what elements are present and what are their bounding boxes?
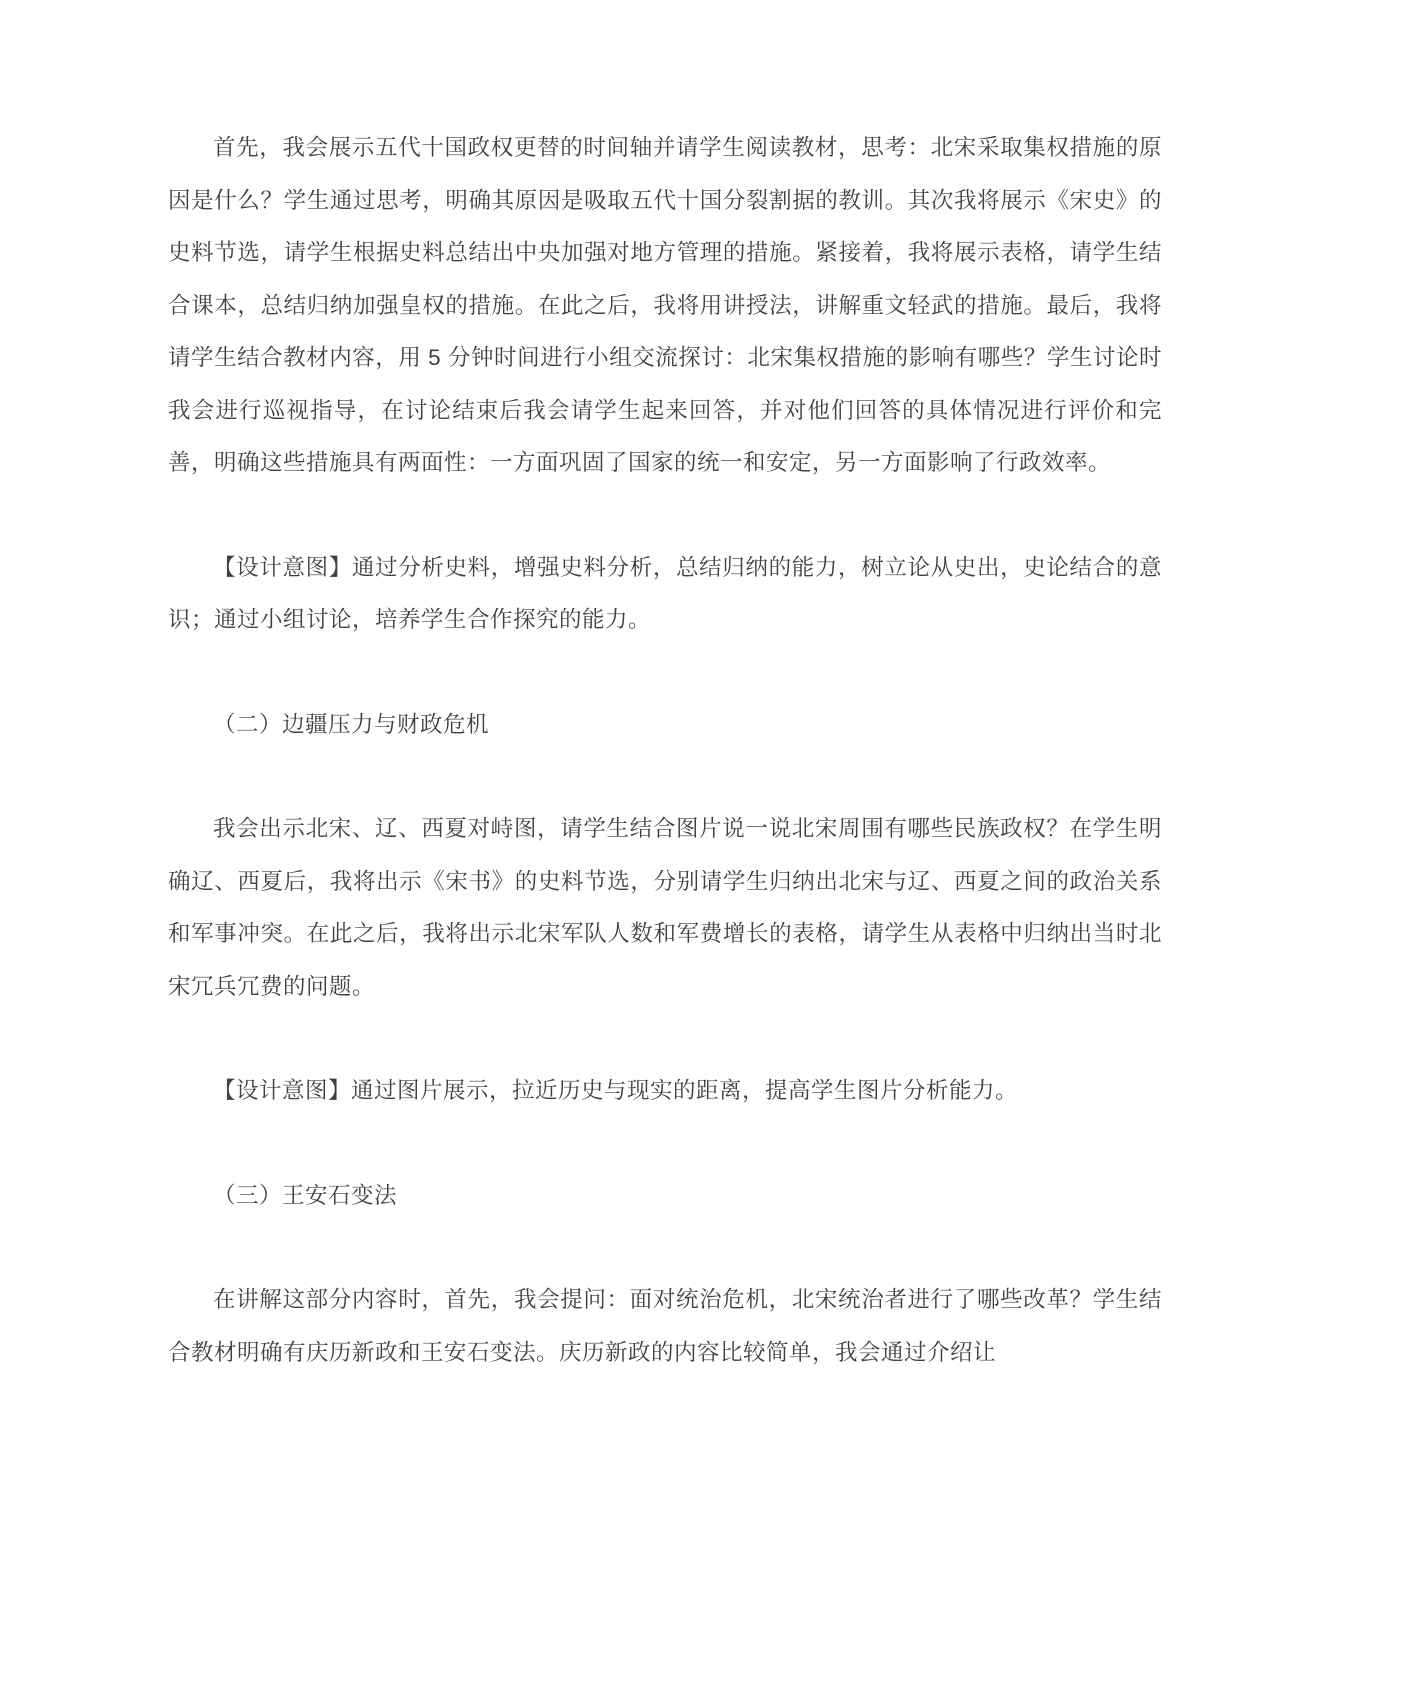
section-heading-2: （二）边疆压力与财政危机 <box>213 711 490 737</box>
paragraph-design-intent-2: 【设计意图】通过图片展示，拉近历史与现实的距离，提高学生图片分析能力。 <box>213 1078 1019 1103</box>
paragraph-design-intent-1: 【设计意图】通过分析史料，增强史料分析，总结归纳的能力，树立论从史出，史论结合的意识；通过小组讨论，培养学生合作探究的能力。 <box>168 554 1162 632</box>
paragraph-teaching-process-1: 首先，我会展示五代十国政权更替的时间轴并请学生阅读教材，思考：北宋采取集权措施的原因是什么？学生通过思考，明确其原因是吸取五代十国分裂割据的教训。其次我将展示《宋史》的史料节选，请学生根据史料总结出中央加强对地方管理的措施。紧接着，我将展示表格，请学生结合课本，总结归纳加强皇权的措施。在此之后，我将用讲授法，讲解重文轻武的措施。最后，我将请学生结合教材内容，用 5 分钟时间进行小组交流探讨：北宋集权措施的影响有哪些？学生讨论时我会进行巡视指导，在讨论结束后我会请学生起来回答，并对他们回答的具体情况进行评价和完善，明确这些措施具有两面性：一方面巩固了国家的统一和安定，另一方面影响了行政效率。 <box>168 135 1162 475</box>
document-body <box>168 122 1162 1379</box>
paragraph-teaching-process-2: 我会出示北宋、辽、西夏对峙图，请学生结合图片说一说北宋周围有哪些民族政权？在学生明确辽、西夏后，我将出示《宋书》的史料节选，分别请学生归纳出北宋与辽、西夏之间的政治关系和军事冲突。在此之后，我将出示北宋军队人数和军费增长的表格，请学生从表格中归纳出当时北宋冗兵冗费的问题。 <box>168 816 1162 999</box>
paragraph-teaching-process-3: 在讲解这部分内容时，首先，我会提问：面对统治危机，北宋统治者进行了哪些改革？学生结合教材明确有庆历新政和王安石变法。庆历新政的内容比较简单，我会通过介绍让 <box>168 1287 1162 1365</box>
section-heading-3: （三）王安石变法 <box>213 1182 398 1208</box>
